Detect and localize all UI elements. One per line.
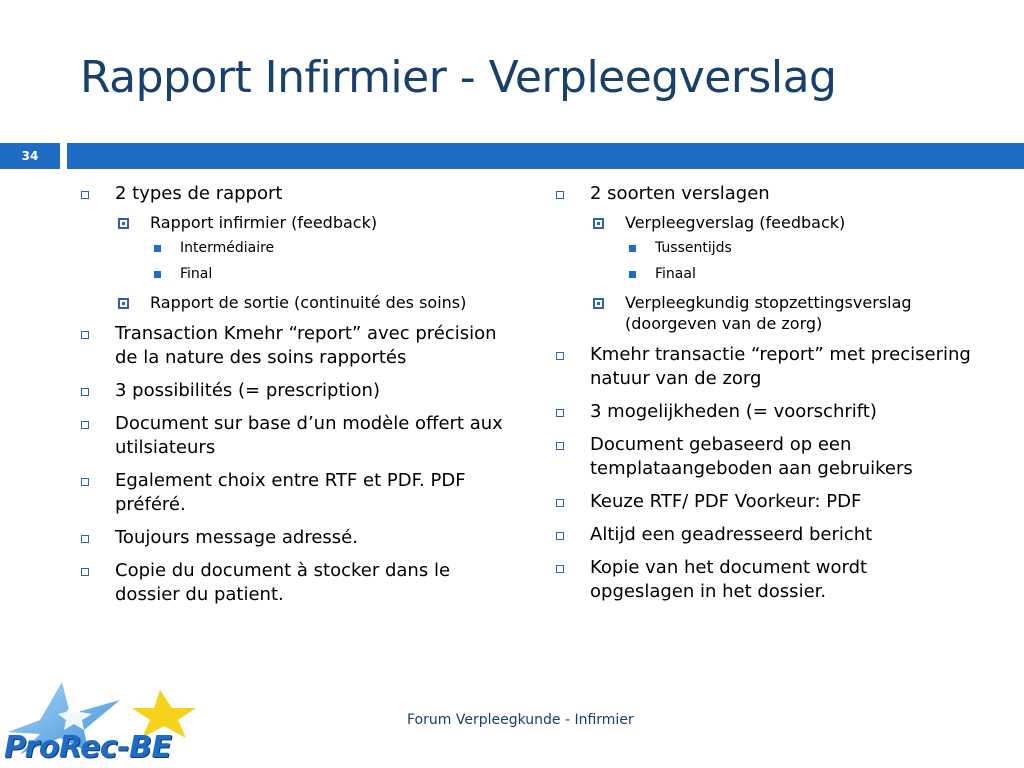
list-item-text: 2 types de rapport bbox=[115, 183, 283, 204]
header-divider-bar bbox=[67, 143, 1024, 169]
square-bullet-icon bbox=[556, 565, 564, 573]
list-item-text: 2 soorten verslagen bbox=[590, 183, 770, 204]
list-item bbox=[80, 412, 520, 460]
list-item-text: Transaction Kmehr “report” avec précision de la nature des soins rapportés bbox=[115, 323, 497, 368]
square-bullet-icon bbox=[81, 331, 89, 339]
list-item bbox=[80, 379, 520, 403]
sub-sub-list-item bbox=[150, 238, 520, 258]
list-item bbox=[555, 400, 975, 424]
square-bullet-icon bbox=[556, 442, 564, 450]
list-item-text: Kopie van het document wordt opgeslagen in het dossier. bbox=[590, 557, 868, 602]
list-item-text: Document gebaseerd op een templataangeboden aan gebruikers bbox=[590, 434, 913, 479]
square-bullet-icon bbox=[118, 218, 129, 229]
square-bullet-icon bbox=[118, 298, 129, 309]
sub-sub-list-item-text: Tussentijds bbox=[655, 240, 732, 256]
list-item bbox=[555, 490, 975, 514]
list-item-text: Document sur base d’un modèle offert aux utilsiateurs bbox=[115, 413, 503, 458]
square-bullet-icon bbox=[556, 499, 564, 507]
page-title: Rapport Infirmier - Verpleegverslag bbox=[80, 52, 837, 103]
list-item-text: Copie du document à stocker dans le dossier du patient. bbox=[115, 560, 451, 605]
sub-sub-list-item-text: Finaal bbox=[655, 266, 696, 282]
sub-list-item-text: Verpleegkundig stopzettingsverslag (doorgeven van de zorg) bbox=[625, 293, 912, 333]
list-item bbox=[555, 433, 975, 481]
logo-text: ProRec-BE bbox=[4, 730, 172, 765]
square-bullet-icon bbox=[81, 568, 89, 576]
sub-list-item-text: Verpleegverslag (feedback) bbox=[625, 213, 846, 232]
list-item bbox=[80, 526, 520, 550]
square-bullet-icon bbox=[81, 388, 89, 396]
list-item bbox=[80, 322, 520, 370]
square-bullet-icon bbox=[593, 298, 604, 309]
square-bullet-icon bbox=[81, 535, 89, 543]
square-bullet-icon bbox=[81, 191, 89, 199]
sub-list-item bbox=[115, 212, 520, 284]
sub-list-item bbox=[590, 292, 975, 334]
square-bullet-icon bbox=[593, 218, 604, 229]
sub-sub-list-item-text: Intermédiaire bbox=[180, 240, 275, 256]
list-item bbox=[80, 559, 520, 607]
square-bullet-icon bbox=[556, 409, 564, 417]
list-item-text: Keuze RTF/ PDF Voorkeur: PDF bbox=[590, 491, 862, 512]
sub-list-item-text: Rapport infirmier (feedback) bbox=[150, 213, 378, 232]
sub-sub-list-item bbox=[150, 264, 520, 284]
list-item-text: 3 possibilités (= prescription) bbox=[115, 380, 380, 401]
square-bullet-icon bbox=[81, 421, 89, 429]
filled-square-bullet-icon bbox=[154, 271, 161, 278]
sub-sub-list-item bbox=[625, 264, 975, 284]
right-column-dutch bbox=[555, 182, 975, 613]
filled-square-bullet-icon bbox=[154, 245, 161, 252]
square-bullet-icon bbox=[556, 191, 564, 199]
slide-number: 34 bbox=[21, 149, 39, 163]
list-item-text: Altijd een geadresseerd bericht bbox=[590, 524, 873, 545]
filled-square-bullet-icon bbox=[629, 271, 636, 278]
list-item-text: Kmehr transactie “report” met precisering natuur van de zorg bbox=[590, 344, 971, 389]
list-item bbox=[555, 523, 975, 547]
sub-sub-list-item bbox=[625, 238, 975, 258]
list-item bbox=[555, 343, 975, 391]
sub-list-item-text: Rapport de sortie (continuité des soins) bbox=[150, 293, 467, 312]
filled-square-bullet-icon bbox=[629, 245, 636, 252]
list-item bbox=[80, 469, 520, 517]
list-item-text: Toujours message adressé. bbox=[115, 527, 358, 548]
square-bullet-icon bbox=[556, 532, 564, 540]
sub-list-item bbox=[115, 292, 520, 313]
left-column-french bbox=[80, 182, 520, 616]
square-bullet-icon bbox=[556, 352, 564, 360]
square-bullet-icon bbox=[81, 478, 89, 486]
list-item bbox=[80, 182, 520, 313]
list-item bbox=[555, 182, 975, 334]
list-item-text: 3 mogelijkheden (= voorschrift) bbox=[590, 401, 877, 422]
footer-text: Forum Verpleegkunde - Infirmier bbox=[407, 712, 634, 728]
list-item bbox=[555, 556, 975, 604]
sub-sub-list-item-text: Final bbox=[180, 266, 213, 282]
list-item-text: Egalement choix entre RTF et PDF. PDF préféré. bbox=[115, 470, 466, 515]
sub-list-item bbox=[590, 212, 975, 284]
